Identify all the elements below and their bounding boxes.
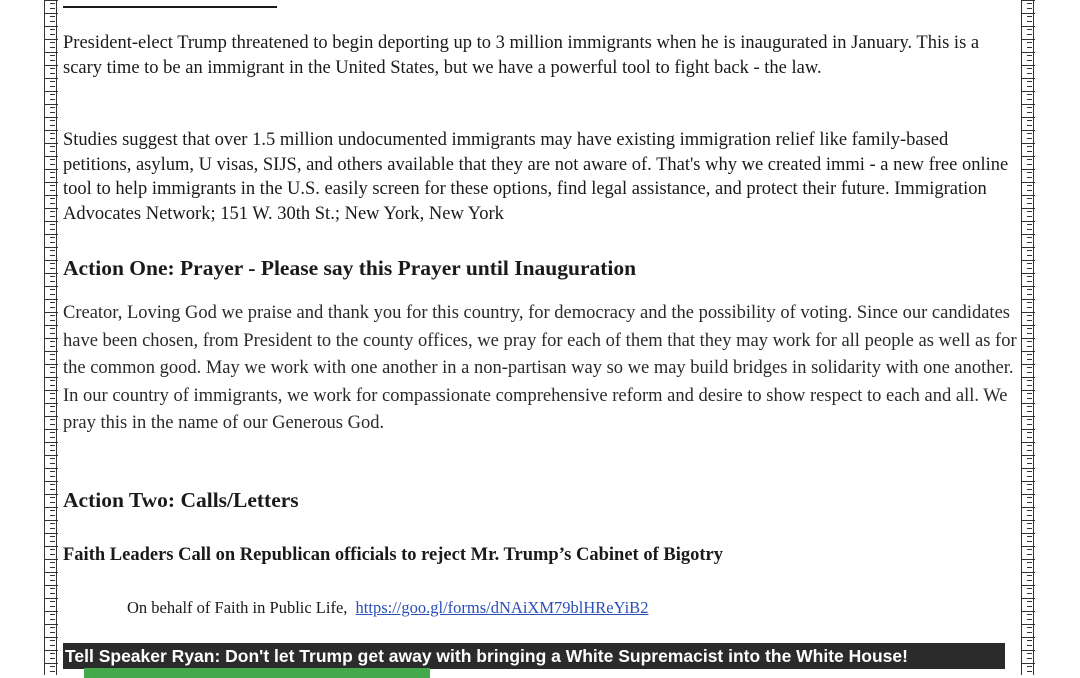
speaker-ryan-banner[interactable]: Tell Speaker Ryan: Don't let Trump get away with bringing a White Supremacist into the White House! bbox=[63, 643, 1005, 669]
intro-paragraph-2: Studies suggest that over 1.5 million undocumented immigrants may have existing immigration relief like family-based petitions, asylum, U visas, SIJS, and others available that they are not aware of. That's why we created immi - a new free online tool to help immigrants in the U.S. easily screen for these options, find legal assistance, and protect their future. Immigration Advocates Network; 151 W. 30th St.; New York, New York bbox=[63, 130, 1009, 224]
petition-link[interactable]: https://goo.gl/forms/dNAiXM79blHReYiB2 bbox=[355, 598, 649, 617]
decorative-border-left bbox=[44, 0, 58, 675]
behalf-text: On behalf of Faith in Public Life, bbox=[127, 598, 348, 617]
action-one-heading: Action One: Prayer - Please say this Prayer until Inauguration bbox=[63, 256, 637, 280]
section-heading-top bbox=[63, 0, 277, 8]
decorative-border-right bbox=[1021, 0, 1035, 675]
action-two-heading: Action Two: Calls/Letters bbox=[63, 488, 299, 512]
behalf-line bbox=[127, 597, 648, 619]
intro-paragraph-1: President-elect Trump threatened to begin deporting up to 3 million immigrants when he is inaugurated in January. This is a scary time to be an immigrant in the United States, but we have a powerful tool to fight back - the law. bbox=[63, 33, 980, 78]
tag-strip bbox=[84, 668, 430, 678]
prayer-text: Creator, Loving God we praise and thank you for this country, for democracy and the possibility of voting. Since our candidates have been chosen, from President to the county offices, we pray for each of them that they may work for all people as well as for the common good. May we work with one another in a non-partisan way so we may build bridges in solidarity with one another. In our country of immigrants, we work for compassionate comprehensive reform and desire to show respect to each and all. We pray this in the name of our Generous God. bbox=[63, 303, 1017, 433]
faith-leaders-subheading: Faith Leaders Call on Republican officials to reject Mr. Trump’s Cabinet of Bigotry bbox=[63, 545, 723, 565]
